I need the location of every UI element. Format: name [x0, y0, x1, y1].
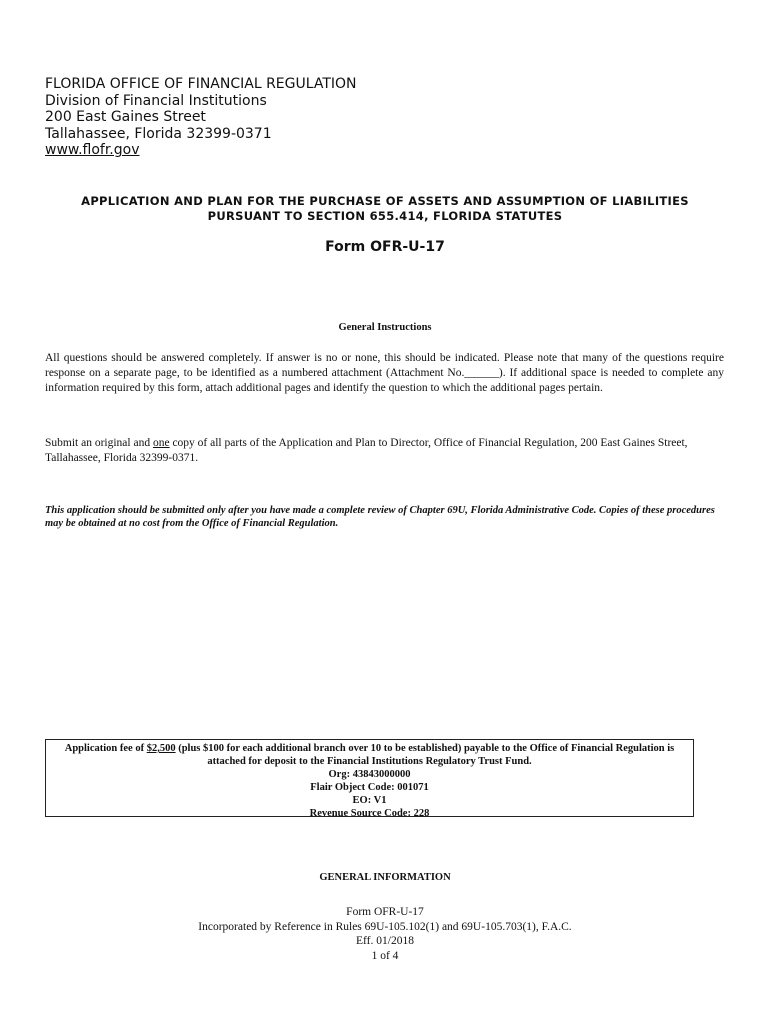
submit-text-end: copy of all parts of the Application and Plan to Director, Office of Financial Regulation, 200 East Gaines Street, Tallahassee, Florida 32399-0371. — [45, 437, 688, 464]
division-name: Division of Financial Institutions — [45, 92, 267, 109]
org-code: Org: 43843000000 — [328, 769, 411, 780]
footer-form-number: Form OFR-U-17 — [346, 906, 424, 918]
flair-object-code: Flair Object Code: 001071 — [310, 782, 429, 793]
revenue-source-code: Revenue Source Code: 228 — [309, 808, 430, 819]
application-fee-box — [45, 739, 694, 817]
form-number: Form OFR-U-17 — [325, 239, 445, 255]
page-number: 1 of 4 — [371, 949, 399, 962]
submit-text-start: Submit an original and — [45, 437, 153, 449]
fee-amount: $2,500 — [146, 743, 176, 754]
general-information-heading: GENERAL INFORMATION — [319, 872, 451, 883]
instructions-paragraph-2 — [45, 436, 724, 466]
footer-effective-date: Eff. 01/2018 — [356, 935, 414, 947]
title-line-1: APPLICATION AND PLAN FOR THE PURCHASE OF ASSETS AND ASSUMPTION OF LIABILITIES — [81, 194, 689, 208]
fee-suffix: (plus $100 for each additional branch over 10 to be established) payable to the Office of Financial Regulation is attached for deposit to the Financial Institutions Regulatory Trust Fund. — [175, 743, 675, 767]
website-link[interactable]: www.flofr.gov — [45, 142, 140, 158]
title-line-2: PURSUANT TO SECTION 655.414, FLORIDA STATUTES — [207, 209, 563, 223]
agency-name: FLORIDA OFFICE OF FINANCIAL REGULATION — [45, 76, 357, 92]
document-title — [30, 194, 740, 224]
fee-statement — [46, 742, 693, 768]
street-address: 200 East Gaines Street — [45, 109, 206, 125]
footer-incorporated: Incorporated by Reference in Rules 69U-105.102(1) and 69U-105.703(1), F.A.C. — [198, 920, 572, 933]
eo-code: EO: V1 — [352, 795, 387, 806]
page-footer — [0, 905, 770, 963]
general-instructions-heading: General Instructions — [338, 322, 432, 333]
city-address: Tallahassee, Florida 32399-0371 — [45, 125, 272, 142]
review-notice: This application should be submitted only after you have made a complete review of Chapter 69U, Florida Administrative Code. Copies of these procedures may be obtained at no cost from the Office of Financial Regulation. — [45, 505, 715, 529]
fee-prefix: Application fee of — [64, 743, 147, 754]
underlined-one: one — [152, 437, 170, 449]
instructions-paragraph-1: All questions should be answered completely. If answer is no or none, this should be indicated. Please note that many of the questions require response on a separate page, to be identified as a numbered attachment (Attachment No.______). If additional space is needed to complete any information required by this form, attach additional pages and identify the question to which the additional pages pertain. — [45, 352, 724, 394]
agency-header — [45, 76, 357, 159]
